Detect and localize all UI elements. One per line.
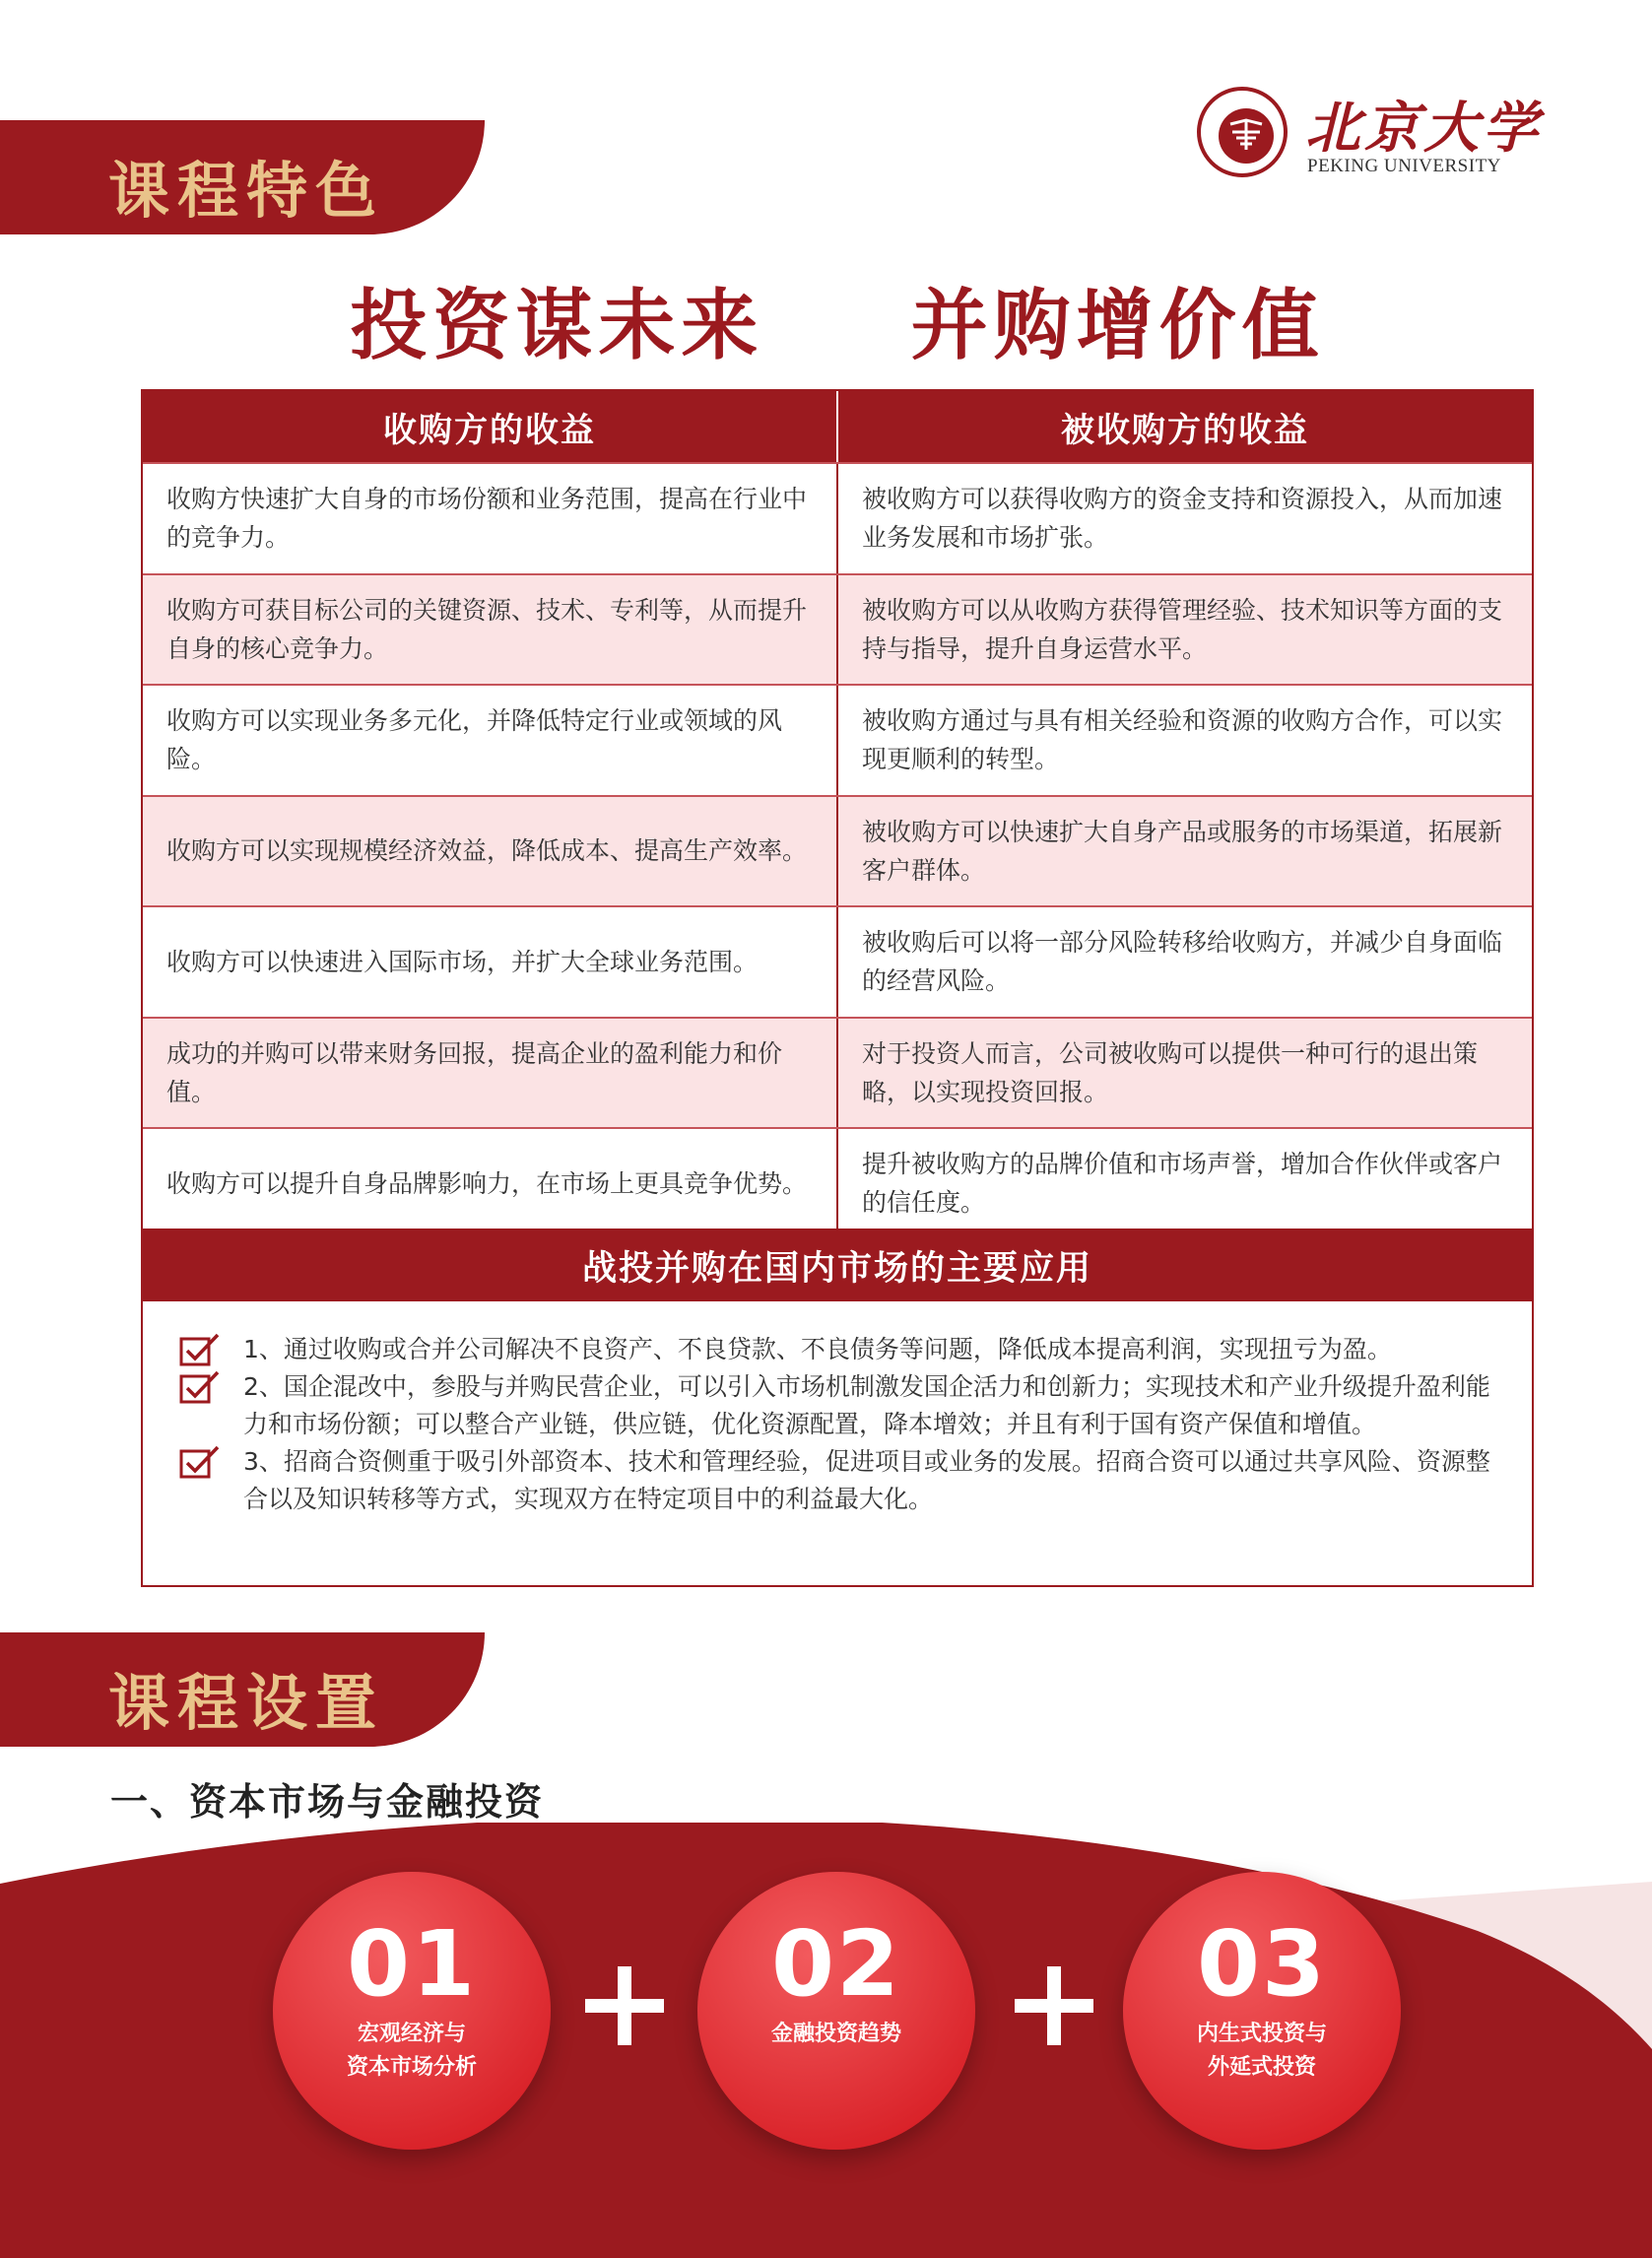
module-label-line: 金融投资趋势 <box>770 2022 901 2046</box>
course-module-01 <box>273 1872 551 2150</box>
plus-icon <box>1015 1966 1093 2045</box>
table-cell: 对于投资人而言，公司被收购可以提供一种可行的退出策略，以实现投资回报。 <box>836 1019 1532 1128</box>
logo-chinese-name: 北京大学 <box>1305 96 1542 161</box>
main-title-part2: 并购增价值 <box>910 282 1325 370</box>
table-cell: 收购方可以实现业务多元化，并降低特定行业或领域的风险。 <box>166 706 783 774</box>
table-cell: 被收购方通过与具有相关经验和资源的收购方合作，可以实现更顺利的转型。 <box>836 686 1532 795</box>
table-header <box>143 391 1532 462</box>
table-cell: 提升被收购方的品牌价值和市场声誉，增加合作伙伴或客户的信任度。 <box>836 1129 1532 1238</box>
table-row <box>143 795 1532 906</box>
module-label-line: 资本市场分析 <box>346 2055 477 2080</box>
course-subheading: 一、资本市场与金融投资 <box>110 1780 545 1824</box>
application-text: 1、通过收购或合并公司解决不良资产、不良贷款、不良债务等问题，降低成本提高利润，实现扭亏为盈。 <box>243 1335 1392 1363</box>
table-row <box>143 905 1532 1017</box>
table-cell: 被收购方可以快速扩大自身产品或服务的市场渠道，拓展新客户群体。 <box>836 797 1532 906</box>
table-row <box>143 1017 1532 1128</box>
table-row <box>143 573 1532 685</box>
section-banner-features <box>0 120 485 234</box>
table-cell: 收购方可获目标公司的关键资源、技术、专利等，从而提升自身的核心竞争力。 <box>166 595 808 663</box>
header-acquired: 被收购方的收益 <box>836 391 1532 462</box>
university-seal-icon <box>1197 87 1288 177</box>
checkbox-checked-icon <box>178 1368 222 1406</box>
applications-panel <box>141 1229 1534 1587</box>
applications-title: 战投并购在国内市场的主要应用 <box>143 1230 1532 1301</box>
logo-english-name: PEKING UNIVERSITY <box>1307 156 1501 176</box>
module-label-line: 内生式投资与 <box>1196 2022 1327 2046</box>
list-item <box>178 1331 1512 1368</box>
module-label <box>1123 2018 1401 2085</box>
module-label <box>273 2018 551 2085</box>
module-label-line: 外延式投资 <box>1207 2055 1316 2080</box>
table-cell: 收购方可以快速进入国际市场，并扩大全球业务范围。 <box>166 947 759 976</box>
main-title-part1: 投资谋未来 <box>350 282 764 370</box>
peking-university-logo <box>1197 85 1552 183</box>
section-title-course: 课程设置 <box>108 1667 385 1739</box>
applications-list <box>143 1301 1532 1518</box>
section-title-features: 课程特色 <box>108 155 385 227</box>
module-number: 03 <box>1196 1911 1328 2017</box>
table-cell: 被收购方可以获得收购方的资金支持和资源投入，从而加速业务发展和市场扩张。 <box>836 464 1532 573</box>
course-module-02 <box>697 1872 975 2150</box>
module-number: 01 <box>346 1911 478 2017</box>
application-text: 3、招商合资侧重于吸引外部资本、技术和管理经验，促进项目或业务的发展。招商合资可以通过共享风险、资源整合以及知识转移等方式，实现双方在特定项目中的利益最大化。 <box>243 1447 1490 1513</box>
list-item <box>178 1443 1512 1518</box>
module-label <box>697 2018 975 2051</box>
course-module-03 <box>1123 1872 1401 2150</box>
module-label-line: 宏观经济与 <box>357 2022 466 2046</box>
table-cell: 收购方可以实现规模经济效益，降低成本、提高生产效率。 <box>166 836 808 866</box>
table-cell: 收购方可以提升自身品牌影响力，在市场上更具竞争优势。 <box>166 1168 808 1198</box>
benefits-table <box>141 389 1534 1240</box>
table-row <box>143 462 1532 573</box>
module-number: 02 <box>770 1911 902 2017</box>
header-acquirer: 收购方的收益 <box>383 410 596 450</box>
plus-icon <box>585 1966 664 2045</box>
table-row <box>143 684 1532 795</box>
table-cell: 被收购方可以从收购方获得管理经验、技术知识等方面的支持与指导，提升自身运营水平。 <box>836 575 1532 685</box>
table-cell: 被收购后可以将一部分风险转移给收购方，并减少自身面临的经营风险。 <box>836 907 1532 1017</box>
main-title <box>0 264 1652 374</box>
checkbox-checked-icon <box>178 1331 222 1368</box>
section-banner-course <box>0 1632 485 1747</box>
table-cell: 收购方快速扩大自身的市场份额和业务范围，提高在行业中的竞争力。 <box>166 485 808 553</box>
table-row <box>143 1127 1532 1238</box>
checkbox-checked-icon <box>178 1443 222 1481</box>
table-cell: 成功的并购可以带来财务回报，提高企业的盈利能力和价值。 <box>166 1038 783 1106</box>
application-text: 2、国企混改中，参股与并购民营企业，可以引入市场机制激发国企活力和创新力；实现技术和产业升级提升盈利能力和市场份额；可以整合产业链，供应链，优化资源配置，降本增效；并且有利于国有资产保值和增值。 <box>243 1372 1490 1438</box>
list-item <box>178 1368 1512 1443</box>
